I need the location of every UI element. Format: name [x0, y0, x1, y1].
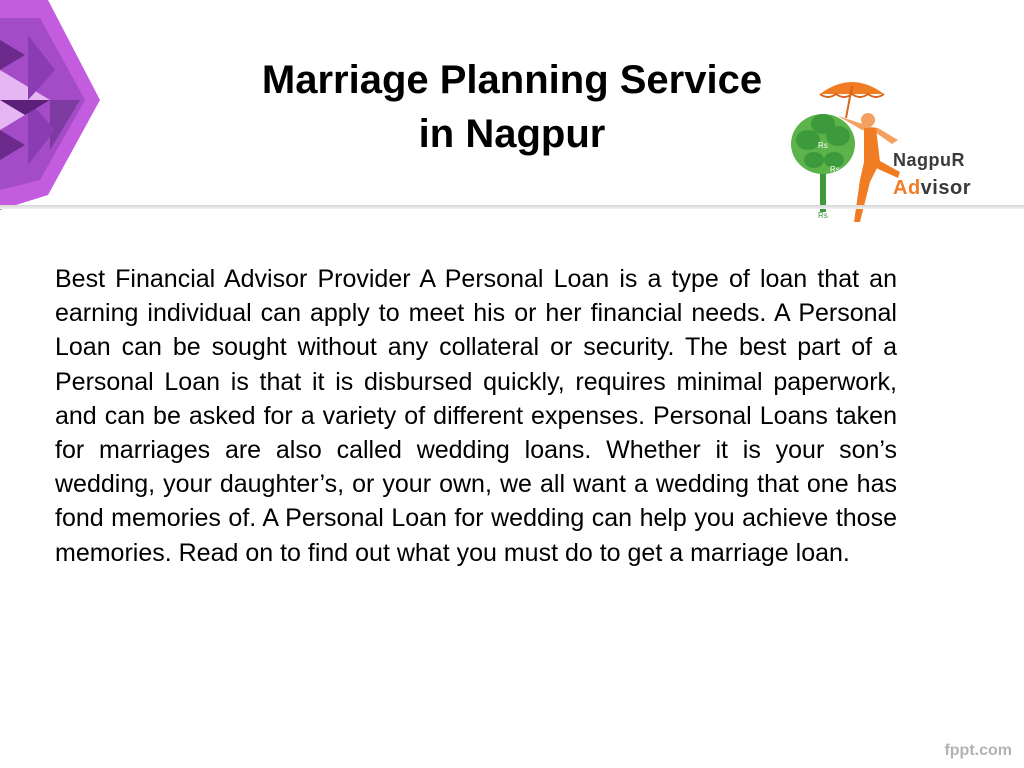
body-paragraph: Best Financial Advisor Provider A Personal Loan is a type of loan that an earning individual can apply to meet his or her financial needs. A Personal Loan can be sought without any collateral or security. The best part of a Personal Loan is that it is disbursed quickly, requires minimal paperwork, and can be asked for a variety of different expenses. Personal Loans taken for marriages are also called wedding loans. Whether it is your son’s wedding, your daughter’s, or your own, we all want a wedding that one has fond memories of. A Personal Loan for wedding can help you achieve those memories. Read on to find out what you must do to get a marriage loan.	[55, 265, 897, 567]
tree-label: Rs	[818, 211, 828, 220]
nagpur-advisor-logo	[780, 72, 1010, 224]
header-divider	[0, 205, 1024, 209]
watermark: fppt.com	[944, 742, 1012, 759]
tree-label: Rs	[818, 141, 828, 150]
corner-decoration	[0, 0, 110, 210]
title-line-2: in Nagpur	[418, 112, 606, 156]
logo-text-rest: visor	[920, 177, 971, 199]
logo-text-advisor	[893, 177, 971, 200]
logo-text-accent: Ad	[893, 177, 921, 199]
logo-text-nagpur: NagpuR	[893, 150, 965, 170]
tree-label: Rs	[830, 165, 840, 174]
title-line-1: Marriage Planning Service	[261, 58, 763, 102]
slide-title	[180, 53, 844, 161]
